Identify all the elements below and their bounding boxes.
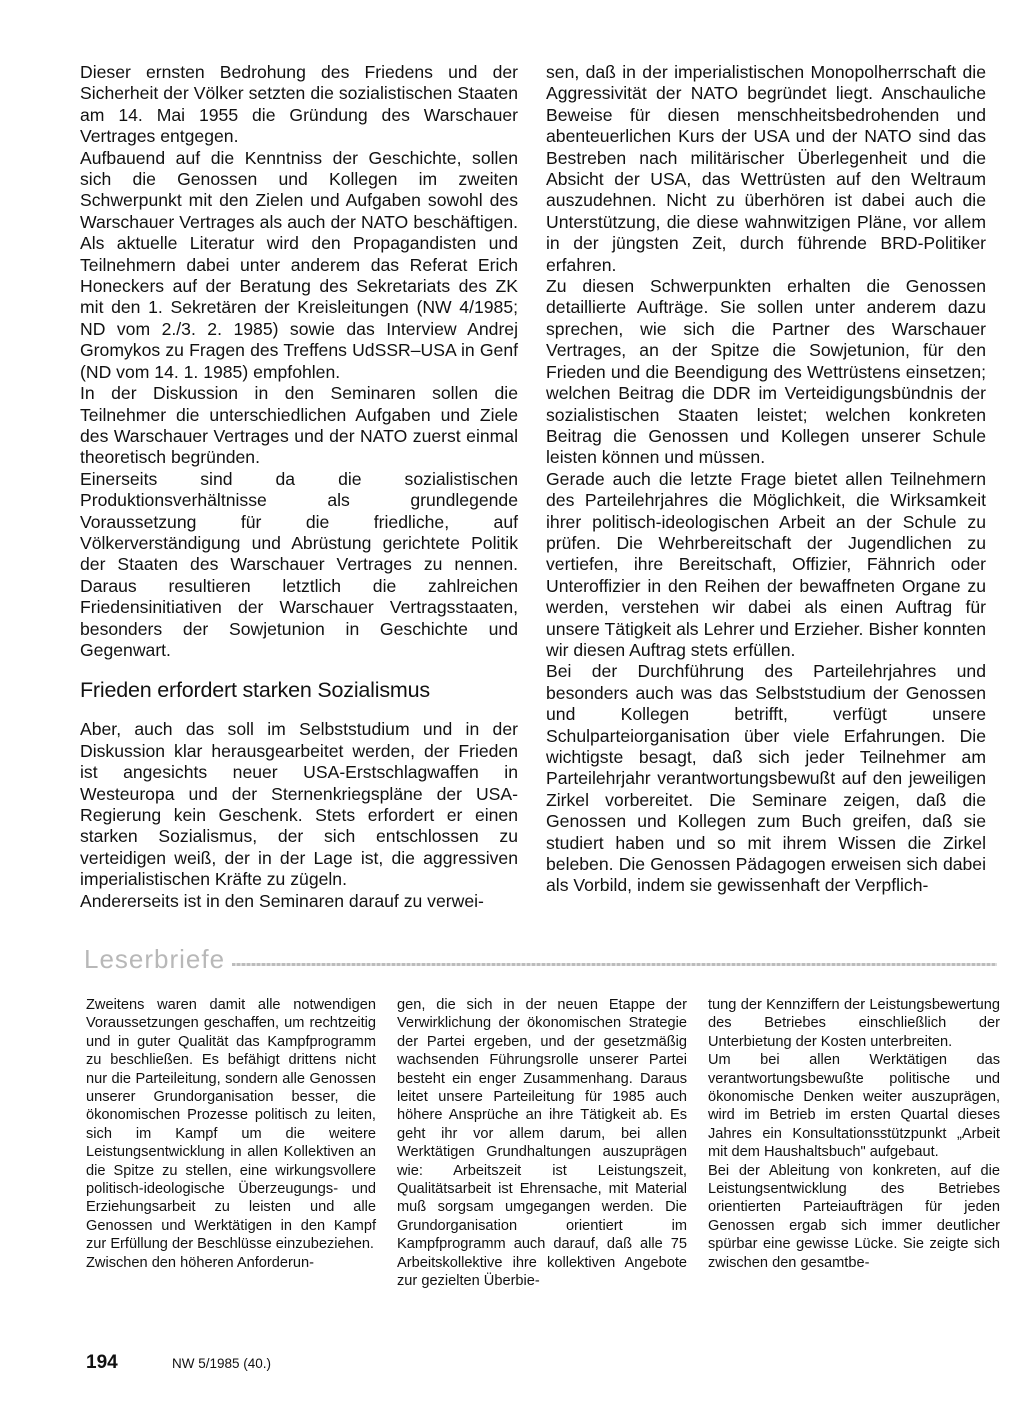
section-label-leserbriefe: Leserbriefe [84, 944, 226, 974]
paragraph: Bei der Durchführung des Parteilehrjahres und besonders auch was das Selbststudium der Genossen und Kollegen betrifft, verfügt unsere Schulparteiorganisation über viele Erfahrungen. Die wichtigste besagt, daß sich jeder Teilnehmer am Parteilehrjahr verantwortungsbewußt auf den jeweiligen Zirkel vorbereitet. Die Seminare zeigen, daß die Genossen und Kollegen zum Buch greifen, daß sie studiert haben und so mit ihrem Wissen die Zirkel beleben. Die Genossen Pädagogen erweisen sich dabei als Vorbild, indem sie gewissenhaft der Verpflich- [546, 661, 986, 896]
section-divider [232, 963, 997, 966]
paragraph: Zwischen den höheren Anforderun- [86, 1254, 314, 1271]
article-column-left [80, 62, 518, 912]
paragraph: Zu diesen Schwerpunkten erhalten die Genossen detaillierte Aufträge. Sie sollen unter anderem dazu sprechen, wie sich die Partner des Warschauer Vertrages, an der Spitze die Sowjetunion, für den Frieden und die Beendigung des Wettrüstens einsetzen; welchen Beitrag die DDR im Verteidigungsbündnis der sozialistischen Staaten leistet; welchen konkreten Beitrag die Genossen und Kollegen unserer Schule leisten können und müssen. [546, 276, 986, 468]
paragraph: Andererseits ist in den Seminaren darauf zu verwei- [80, 890, 484, 911]
article-column-right [546, 62, 986, 897]
paragraph: sen, daß in der imperialistischen Monopolherrschaft die Aggressivität der NATO begründet liegt. Anschauliche Beweise für diesen menschheitsbedrohenden und abenteuerlichen Kurs der USA und der NATO sind das Bestreben nach militärischer Überlegenheit und die Absicht der USA, das Wettrüsten auf den Weltraum auszudehnen. Nicht zu überhören ist dabei auch die Unterstützung, die diese wahnwitzigen Pläne, vor allem in der jüngsten Zeit, durch führende BRD-Politiker erfahren. [546, 62, 986, 275]
paragraph: In der Diskussion in den Seminaren sollen die Teilnehmer die unterschiedlichen Aufgaben und Ziele des Warschauer Vertrages und der NATO zuerst einmal theoretisch begründen. [80, 383, 518, 468]
letters-column-2 [397, 996, 687, 1291]
issue-reference: NW 5/1985 (40.) [172, 1356, 272, 1371]
letters-column-1 [86, 996, 376, 1272]
paragraph: Bei der Ableitung von konkreten, auf die Leistungsentwicklung des Betriebes orientierten Parteiaufträgen für jeden Genossen ergab sich immer deutlicher spürbar eine gewisse Lücke. Sie zeigte sich zwischen den gesamtbe- [708, 1162, 1000, 1271]
paragraph: gen, die sich in der neuen Etappe der Verwirklichung der ökonomischen Strategie der Partei ergeben, und der gesetzmäßig wachsenden Führungsrolle unserer Partei besteht ein enger Zusammenhang. Daraus leitet unsere Parteileitung für 1985 auch höhere Ansprüche an ihre Tätigkeit ab. Es geht ihr vor allem darum, bei allen Werktätigen Grundhaltungen auszuprägen wie: Arbeitszeit ist Leistungszeit, Qualitätsarbeit ist Ehrensache, mit Material muß sorgsam umgegangen werden. Die Grundorganisation orientiert im Kampfprogramm auch darauf, daß alle 75 Arbeitskollektive ihre kollektiven Angebote zur gezielten Überbie- [397, 997, 687, 1290]
paragraph: Aber, auch das soll im Selbststudium und in der Diskussion klar herausgearbeitet werden, der Frieden ist angesichts neuer USA-Erstschlagwaffen in Westeuropa und der Sternenkriegspläne der USA-Regierung kein Geschenk. Stets erfordert er einen starken Sozialismus, der sich entschlossen zu verteidigen weiß, der in der Lage ist, die aggressiven imperialistischen Kräfte zu zügeln. [80, 719, 518, 890]
paragraph: Dieser ernsten Bedrohung des Friedens und der Sicherheit der Völker setzten die sozialistischen Staaten am 14. Mai 1955 die Gründung des Warschauer Vertrages entgegen. [80, 62, 518, 147]
paragraph: Um bei allen Werktätigen das verantwortungsbewußte politische und ökonomische Denken weiter auszuprägen, wird im Betrieb im ersten Quartal dieses Jahres ein Konsultationsstützpunkt „Arbeit mit dem Haushaltsbuch" aufgebaut. [708, 1052, 1000, 1161]
paragraph: Zweitens waren damit alle notwendigen Voraussetzungen geschaffen, um rechtzeitig und in guter Qualität das Kampfprogramm zu beschließen. Es befähigt drittens nicht nur die Parteileitung, sondern alle Genossen unserer Grundorganisation besser, die ökonomischen Prozesse politisch zu leiten, sich im Kampf um die weitere Leistungsentwicklung in allen Kollektiven an die Spitze zu stellen, eine wirkungsvollere politisch-ideologische Überzeugungs- und Erziehungsarbeit zu leisten und alle Genossen und Werktätigen in den Kampf zur Erfüllung der Beschlüsse einzubeziehen. [86, 997, 376, 1253]
page-number: 194 [86, 1352, 118, 1373]
article-subheading: Frieden erfordert starken Sozialismus [80, 678, 430, 703]
paragraph: tung der Kennziffern der Leistungsbewertung des Betriebes einschließlich der Unterbietung der Kosten unterbreiten. [708, 997, 1000, 1050]
paragraph: Gerade auch die letzte Frage bietet allen Teilnehmern des Parteilehrjahres die Möglichkeit, die Wirksamkeit ihrer politisch-ideologischen Arbeit an der Schule zu prüfen. Die Wehrbereitschaft der Jugendlichen zu vertiefen, ihre Bereitschaft, Offizier, Fähnrich oder Unteroffizier in den Reihen der bewaffneten Organe zu werden, verstehen wir dabei als einen Auftrag für unsere Tätigkeit als Lehrer und Erzieher. Bisher konnten wir diesen Auftrag stets erfüllen. [546, 468, 986, 660]
paragraph: Aufbauend auf die Kenntniss der Geschichte, sollen sich die Genossen und Kollegen im zweiten Schwerpunkt mit den Zielen und Aufgaben sowohl des Warschauer Vertrages als auch der NATO beschäftigen. Als aktuelle Literatur wird den Propagandisten und Teilnehmern dabei unter anderem das Referat Erich Honeckers auf der Beratung des Sekretariats des ZK mit den 1. Sekretären der Kreisleitungen (NW 4/1985; ND vom 2./3. 2. 1985) sowie das Interview Andrej Gromykos zu Fragen des Treffens UdSSR–USA in Genf (ND vom 14. 1. 1985) empfohlen. [80, 147, 518, 382]
paragraph: Einerseits sind da die sozialistischen Produktionsverhältnisse als grundlegende Voraussetzung für die friedliche, auf Völkerverständigung und Abrüstung gerichtete Politik der Staaten des Warschauer Vertrages zu nennen. Daraus resultieren letztlich die zahlreichen Friedensinitiativen der Warschauer Vertragsstaaten, besonders der Sowjetunion in Geschichte und Gegenwart. [80, 468, 518, 660]
letters-column-3 [708, 996, 1000, 1272]
